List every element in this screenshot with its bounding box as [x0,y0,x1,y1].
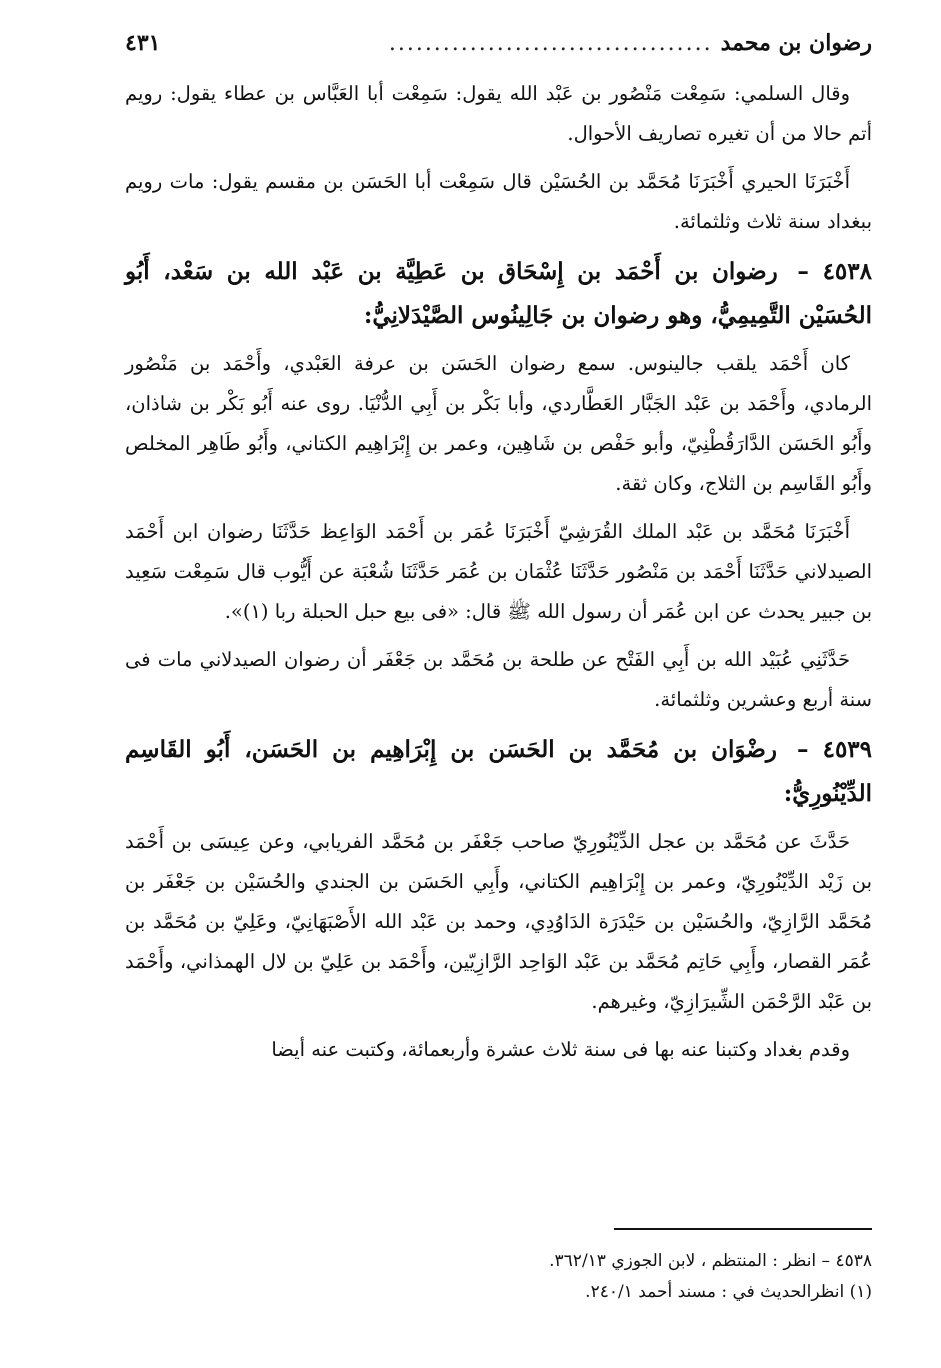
paragraph-ridwan-teachers: كان أَحْمَد يلقب جالينوس. سمع رضوان الحَسَن بن عرفة العَبْدي، وأَحْمَد بن مَنْصُور الرمادي، وأَحْمَد بن عَبْد الجَبَّار العَطَّاردي، وأبا بَكْر بن أَبِي الدُّنْيَا. روى عنه أَبُو بَكْر بن شاذان، وأَبُو الحَسَن الدَّارَقُطْنِيّ، وأبو حَفْص بن شَاهِين، وعمر بن إِبْرَاهِيم الكتاني، وأَبُو طَاهِر المخلص وأَبُو القَاسِم بن الثلاج، وكان ثقة. [125,352,872,495]
paragraph-dinawari-narrations: حَدَّثَ عن مُحَمَّد بن عجل الدِّيْنُورِيّ صاحب جَعْفَر بن مُحَمَّد الفريابي، وعن عِيسَى بن أَحْمَد بن زَيْد الدِّيْنُورِيّ، وعمر بن إِبْرَاهِيم الكتاني، وأَبِي الحَسَن بن الجندي والحُسَيْن بن جَعْفَر بن مُحَمَّد الرَّازِيّ، والحُسَيْن بن حَيْدَرَة الدَاوُدِي، وحمد بن عَبْد الله الأَصْبَهَانِيّ، وعَلِيّ بن مُحَمَّد بن عُمَر القصار، وأَبِي حَاتِم مُحَمَّد بن عَبْد الوَاحِد الرَّازِيّين، وأَحْمَد بن عَلِيّ بن لال الهمذاني، وأَحْمَد بن عَبْد الرَّحْمَن الشِّيرَازِيّ، وغيرهم. [125,830,872,1013]
footnotes [125,1246,872,1308]
footnote-1: (١) انظرالحديث في : مسند أحمد ٢٤٠/١. [585,1282,872,1302]
header-dot-leader: .................................... [388,31,713,56]
book-page [125,30,872,1340]
paragraph-ridwan-death: حَدَّثَنِي عُبَيْد الله بن أَبِي الفَتْح عن طلحة بن مُحَمَّد بن جَعْفَر أن رضوان الصيدلاني مات فى سنة أربع وعشرين وثلثمائة. [125,648,872,711]
paragraph-sulami-quote: وقال السلمي: سَمِعْت مَنْصُور بن عَبْد الله يقول: سَمِعْت أبا العَبَّاس بن عطاء يقول: رويم أتم حالا من أن تغيره تصاريف الأحوال. [125,82,872,145]
footnote-4538: ٤٥٣٨ – انظر : المنتظم ، لابن الجوزي ٣٦٢/١٣. [549,1251,872,1271]
page-number: ٤٣١ [125,30,161,56]
entry-heading-4538 [125,250,872,338]
paragraph-baghdad-arrival: وقدم بغداد وكتبنا عنه بها فى سنة ثلاث عشرة وأربعمائة، وكتبت عنه أيضا [271,1038,850,1061]
entry-heading-4539 [125,728,872,816]
header-title: رضوان بن محمد [720,30,872,56]
entry-number: ٤٥٣٩ – [797,736,873,763]
entry-title: رضْوَان بن مُحَمَّد بن الحَسَن بن إِبْرَاهِيم بن الحَسَن، أَبُو القَاسِم الدِّيْنُورِيُّ: [125,736,872,807]
entry-title: رضوان بن أَحْمَد بن إِسْحَاق بن عَطِيَّة بن عَبْد الله بن سَعْد، أَبُو الحُسَيْن التَّمِيمِيُّ، وهو رضوان بن جَالِينُوس الصَّيْدَلانِيُّ: [125,258,872,329]
running-header [125,30,872,74]
paragraph-hadith-chain: أَخْبَرَنَا مُحَمَّد بن عَبْد الملك القُرَشِيّ أَخْبَرَنَا عُمَر بن أَحْمَد الوَاعِظ حَدَّثَنَا رضوان ابن أَحْمَد الصيدلاني حَدَّثَنَا أَحْمَد بن مَنْصُور حَدَّثَنَا عُثْمَان بن عُمَر حَدَّثَنَا شُعْبَة عن أَيُّوب قال سَمِعْت سَعِيد بن جبير يحدث عن ابن عُمَر أن رسول الله ﷺ قال: «فى بيع حبل الحبلة ربا (١)». [125,520,872,623]
footnote-separator [614,1228,872,1230]
paragraph-ruwaym-death: أَخْبَرَنَا الحيري أَخْبَرَنَا مُحَمَّد بن الحُسَيْن قال سَمِعْت أبا الحَسَن بن مقسم يقول: مات رويم ببغداد سنة ثلاث وثلثمائة. [125,170,872,233]
entry-number: ٤٥٣٨ – [797,258,872,285]
